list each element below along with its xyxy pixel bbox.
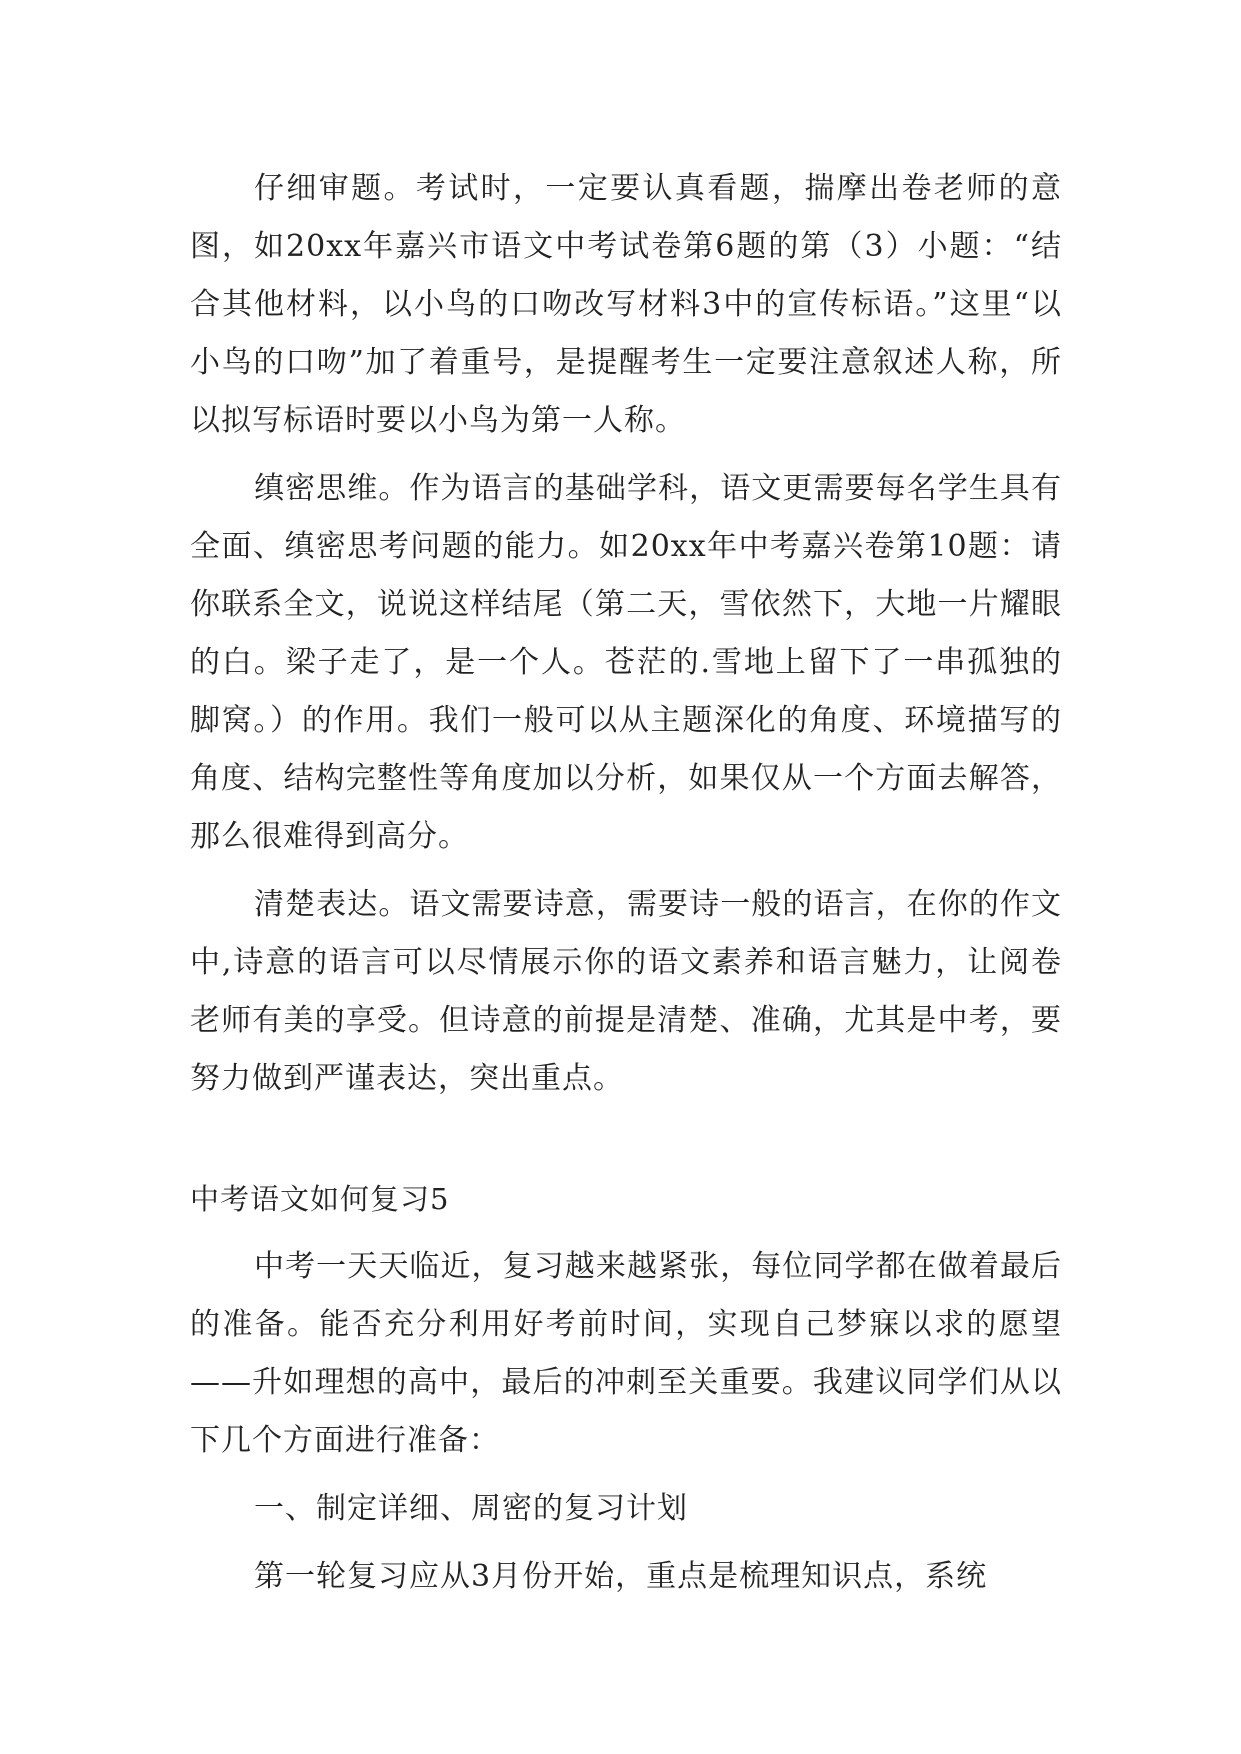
paragraph-careful-reading: 仔细审题。考试时，一定要认真看题，揣摩出卷老师的意图，如20xx年嘉兴市语文中考试卷第6题的第（3）小题：“结合其他材料，以小鸟的口吻改写材料3中的宣传标语。”这里“以小鸟的口吻”加了着重号，是提醒考生一定要注意叙述人称，所以拟写标语时要以小鸟为第一人称。 (190, 171, 1062, 438)
list-item-plan-heading: 一、制定详细、周密的复习计划 (254, 1491, 688, 1526)
paragraph-first-round: 第一轮复习应从3月份开始，重点是梳理知识点，系统 (254, 1559, 988, 1594)
section-title: 中考语文如何复习5 (190, 1182, 450, 1216)
paragraph-clear-expression: 清楚表达。语文需要诗意，需要诗一般的语言，在你的作文中,诗意的语言可以尽情展示你的语文素养和语言魅力，让阅卷老师有美的享受。但诗意的前提是清楚、准确，尤其是中考，要努力做到严谨表达，突出重点。 (190, 887, 1062, 1096)
paragraph-intro: 中考一天天临近，复习越来越紧张，每位同学都在做着最后的准备。能否充分利用好考前时间，实现自己梦寐以求的愿望——升如理想的高中，最后的冲刺至关重要。我建议同学们从以下几个方面进行准备： (190, 1249, 1062, 1458)
paragraph-rigorous-thinking: 缜密思维。作为语言的基础学科，语文更需要每名学生具有全面、缜密思考问题的能力。如20xx年中考嘉兴卷第10题：请你联系全文，说说这样结尾（第二天，雪依然下，大地一片耀眼的白。梁子走了，是一个人。苍茫的.雪地上留下了一串孤独的脚窝。）的作用。我们一般可以从主题深化的角度、环境描写的角度、结构完整性等角度加以分析，如果仅从一个方面去解答，那么很难得到高分。 (190, 471, 1062, 854)
document-body (190, 160, 1062, 1616)
